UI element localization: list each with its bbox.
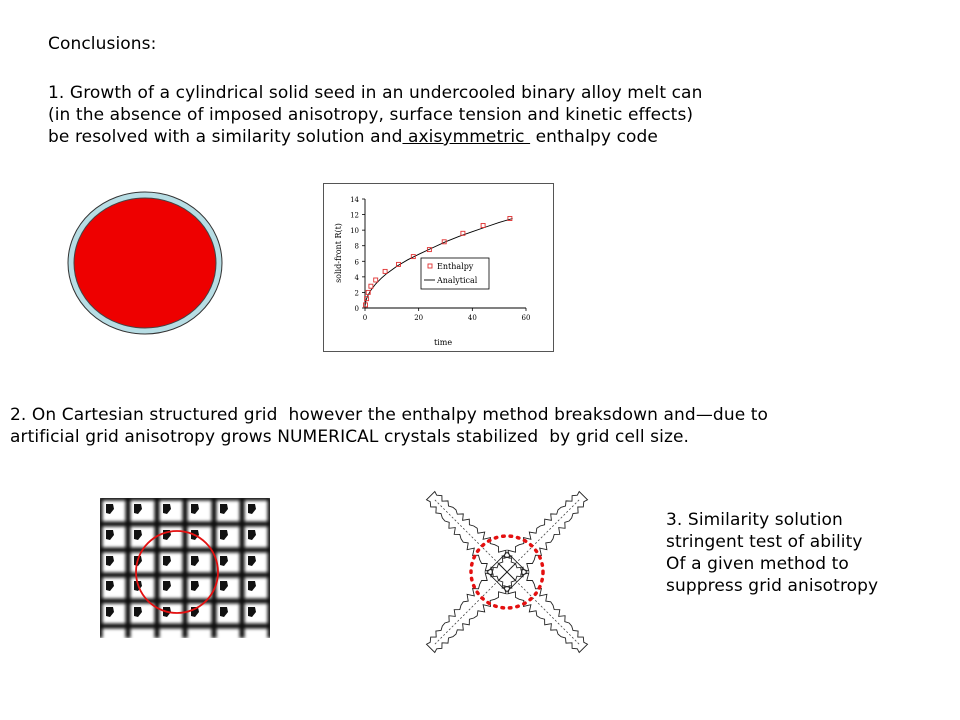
conclusion-1-line-1: 1. Growth of a cylindrical solid seed in an undercooled binary alloy melt can: [48, 83, 703, 103]
axisymmetric-underlined: axisymmetric: [402, 127, 531, 147]
crystal-arms: [427, 492, 588, 653]
conclusion-1-line-3-end: enthalpy code: [530, 127, 658, 147]
y-tick-label: 6: [354, 258, 359, 267]
y-tick-label: 0: [354, 305, 359, 313]
conclusions-heading: Conclusions:: [48, 34, 157, 54]
conclusion-3-line-4: suppress grid anisotropy: [666, 576, 879, 596]
legend-enthalpy-label: Enthalpy: [437, 262, 474, 271]
y-tick-label: 2: [354, 289, 359, 298]
y-tick-label: 10: [350, 227, 359, 236]
solid-front-chart: [323, 183, 554, 352]
conclusion-3-line-2: stringent test of ability: [666, 532, 863, 552]
x-axis-label: time: [433, 338, 453, 347]
y-tick-label: 14: [350, 196, 359, 204]
conclusion-3-line-1: 3. Similarity solution: [666, 510, 843, 530]
numerical-crystal-figure: [417, 486, 599, 658]
conclusion-2-line-2: artificial grid anisotropy grows NUMERICAL crystals stabilized by grid cell size.: [10, 427, 690, 447]
legend-analytical-label: Analytical: [437, 276, 478, 285]
x-tick-label: 0: [362, 314, 368, 322]
y-tick-label: 12: [350, 211, 359, 220]
x-tick-label: 60: [521, 314, 531, 322]
seed-solid-disc: [74, 198, 216, 328]
y-axis-label: solid-front R(t): [334, 223, 343, 283]
chart-legend: [421, 258, 489, 289]
cylindrical-seed-figure: [66, 190, 224, 336]
conclusion-2-line-1: 2. On Cartesian structured grid however the enthalpy method breaksdown and—due to: [10, 405, 769, 425]
conclusion-1: [48, 82, 702, 148]
y-tick-label: 4: [354, 273, 359, 282]
grid-lines: [100, 498, 270, 638]
conclusion-3-line-3: Of a given method to: [666, 554, 849, 574]
cartesian-grid-figure: [100, 498, 270, 638]
x-tick-label: 20: [414, 314, 424, 322]
conclusion-1-line-2: (in the absence of imposed anisotropy, surface tension and kinetic effects): [48, 105, 694, 125]
conclusion-3: [666, 509, 878, 597]
x-tick-label: 40: [467, 314, 477, 322]
conclusion-2: [10, 404, 768, 448]
conclusion-1-line-3-start: be resolved with a similarity solution and: [48, 127, 403, 147]
y-tick-label: 8: [354, 242, 359, 251]
